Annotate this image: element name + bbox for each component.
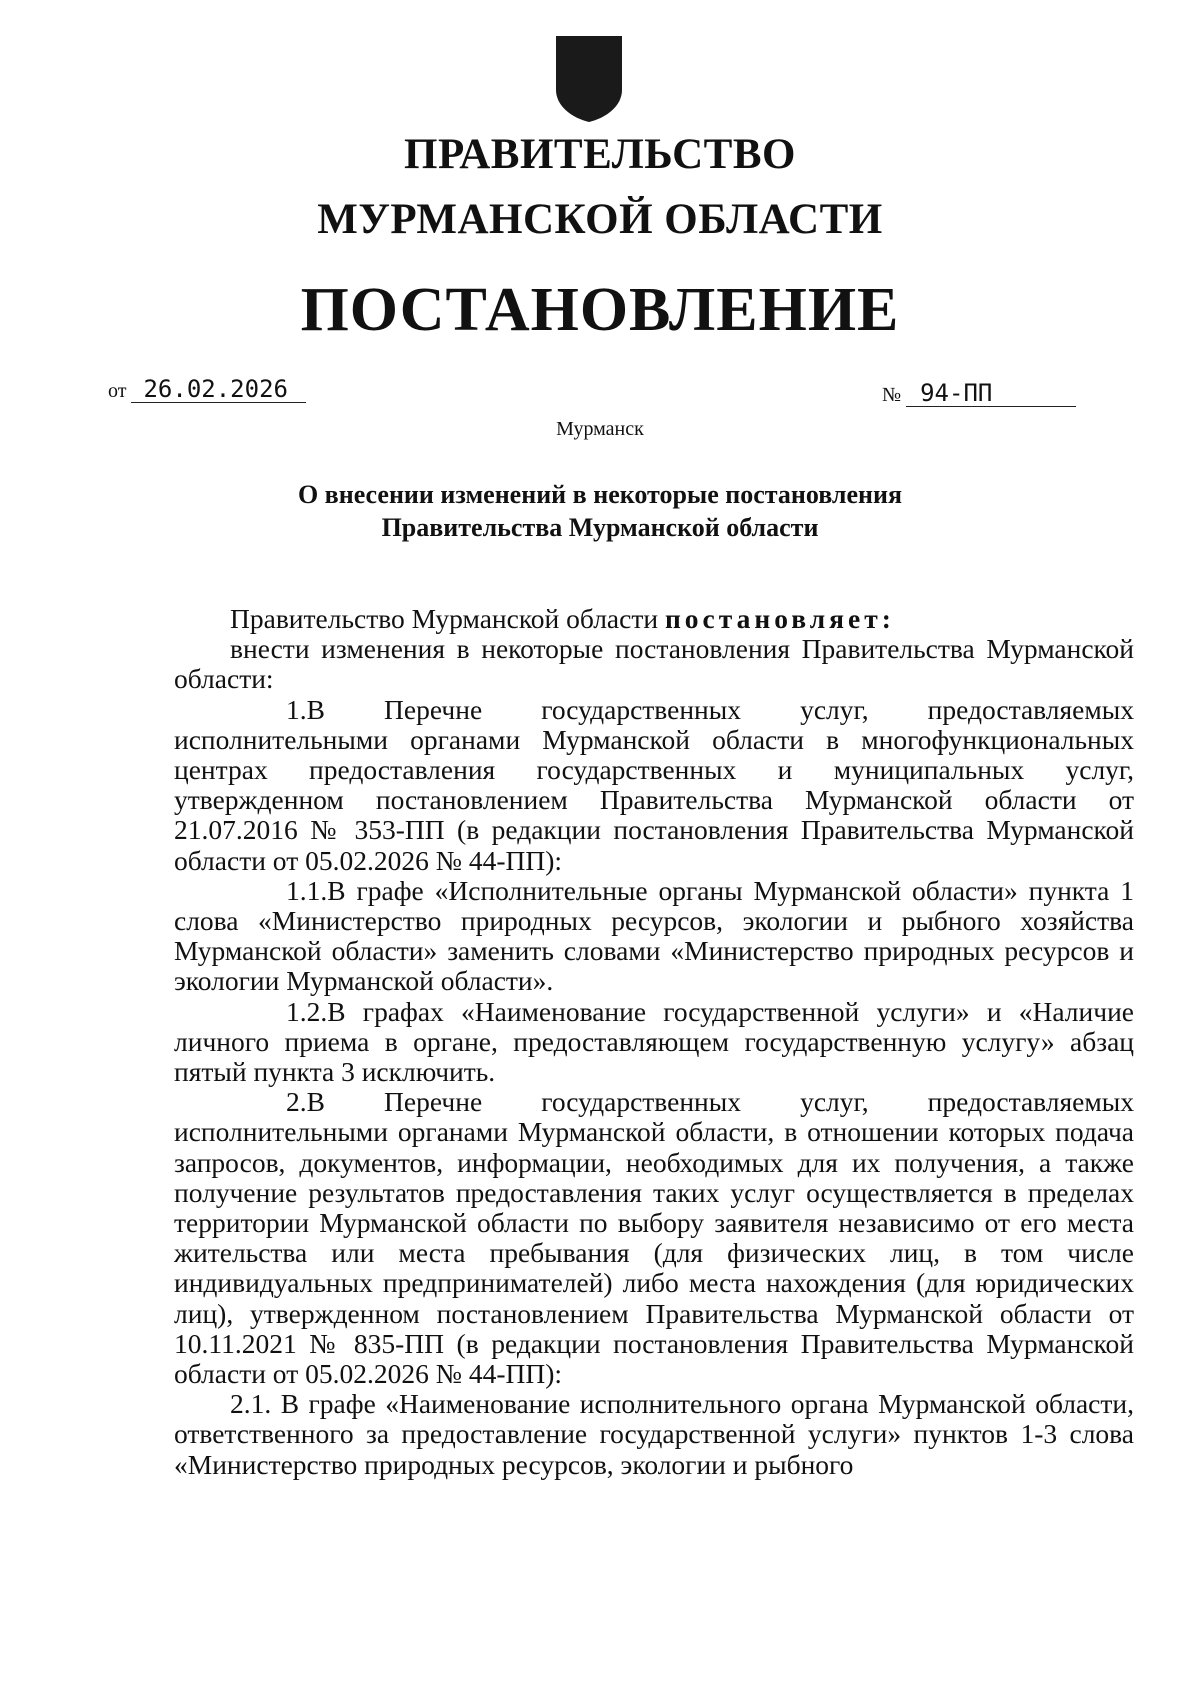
- paragraph-1: [174, 695, 1134, 876]
- paragraph-text: В графах «Наименование государственной услуги» и «Наличие личного приема в органе, предоставляющем государственную услугу» абзац пятый пункта 3 исключить.: [174, 995, 1134, 1088]
- decree-intro: Правительство Мурманской области: [230, 603, 665, 634]
- paragraph-1-1: [174, 876, 1134, 997]
- subject-line2: Правительства Мурманской области: [381, 513, 819, 542]
- document-subject: [0, 478, 1200, 544]
- paragraph-2-1: 2.1. В графе «Наименование исполнительного органа Мурманской области, ответственного за предоставление государственной услуги» пунктов 1-3 слова «Министерство природных ресурсов, экологии и рыбного: [174, 1388, 1134, 1480]
- paragraph-1-2: [174, 997, 1134, 1088]
- government-title-line2: МУРМАНСКОЙ ОБЛАСТИ: [317, 196, 883, 243]
- government-title-line1: ПРАВИТЕЛЬСТВО: [404, 131, 796, 178]
- date-prefix: от: [108, 380, 127, 402]
- decree-verb: постановляет:: [664, 603, 895, 634]
- paragraph-number: 1.2.: [286, 995, 328, 1027]
- paragraph-text: В Перечне государственных услуг, предоставляемых исполнительными органами Мурманской области, в отношении которых подача запросов, документов, информации, необходимых для их получения, а также получение результатов предоставления таких услуг осуществляется в пределах территории Мурманской области по выбору заявителя независимо от его места жительства или места пребывания (для физических лиц, в том числе индивидуальных предпринимателей) либо места нахождения (для юридических лиц), утвержденном постановлением Правительства Мурманской области от 10.11.2021 № 835-ПП (в редакции постановления Правительства Мурманской области от 05.02.2026 № 44-ПП):: [174, 1086, 1134, 1390]
- paragraph-number: 1.: [286, 693, 307, 725]
- date-value: 26.02.2026: [131, 376, 306, 403]
- document-number: [882, 380, 1076, 407]
- paragraph-intro: внести изменения в некоторые постановления Правительства Мурманской области:: [174, 633, 1134, 695]
- document-body: [174, 604, 1134, 1480]
- number-value: 94-ПП: [906, 380, 1076, 407]
- coat-of-arms-icon: [550, 34, 628, 124]
- document-type-title: ПОСТАНОВЛЕНИЕ: [300, 276, 900, 344]
- document-date: [108, 376, 306, 403]
- paragraph-text: В графе «Исполнительные органы Мурманской области» пункта 1 слова «Министерство природных ресурсов, экологии и рыбного хозяйства Мурманской области» заменить словами «Министерство природных ресурсов и экологии Мурманской области».: [174, 874, 1134, 997]
- paragraph-number: 2.: [286, 1086, 307, 1118]
- city-name: Мурманск: [556, 418, 644, 440]
- number-prefix: №: [882, 384, 902, 406]
- paragraph-number: 1.1.: [286, 874, 328, 906]
- paragraph-2: [174, 1087, 1134, 1389]
- subject-line1: О внесении изменений в некоторые постановления: [297, 480, 903, 509]
- paragraph-decree: [174, 604, 1134, 634]
- paragraph-text: В Перечне государственных услуг, предоставляемых исполнительными органами Мурманской области в многофункциональных центрах предоставления государственных и муниципальных услуг, утвержденном постановлением Правительства Мурманской области от 21.07.2016 № 353-ПП (в редакции постановления Правительства Мурманской области от 05.02.2026 № 44-ПП):: [174, 693, 1134, 876]
